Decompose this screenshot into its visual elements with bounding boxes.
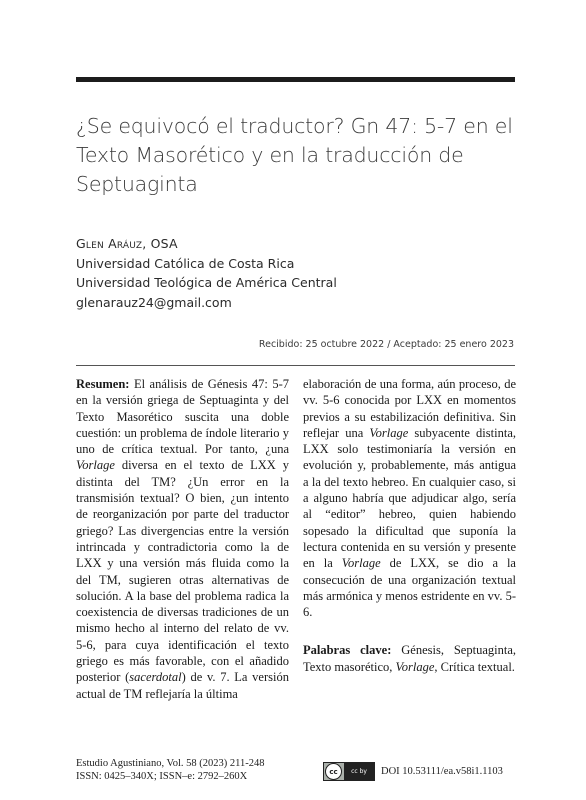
cc-by-label: cc by (344, 763, 374, 780)
author-affiliation-1: Universidad Católica de Costa Rica (76, 255, 295, 271)
abstract-term: Vorlage (76, 458, 115, 473)
abstract-label: Resumen: (76, 377, 130, 391)
divider (76, 365, 515, 366)
abstract-text: diversa en el texto de LXX y distinta del TM? ¿Un error en la transmisión textual? O bien, ¿un intento de reorganización por parte del traductor griego? Las divergencias entre la versión intrincada y contradictoria como la de LXX y una versión más fluida como la del TM, sugieren otras alternativas de solución. A la base del problema radica la coexistencia de diversas tradiciones de un mismo hecho al interno del relato de vv. 5-6, para cuya identificación el texto griego es más favorable, con el añadido posterior ( (76, 458, 289, 685)
keywords-term: Vorlage (395, 659, 435, 674)
received-accepted-dates: Recibido: 25 octubre 2022 / Aceptado: 25 enero 2023 (258, 339, 514, 350)
abstract-text: ) de v. 7. La versión actual de TM reflejaría la última (76, 670, 289, 701)
abstract-continuation (303, 376, 516, 620)
keywords-text: Génesis, Septuaginta, Texto masorético, (303, 643, 516, 674)
author-affiliation-2: Universidad Teológica de América Central (76, 275, 337, 290)
journal-citation: Estudio Agustiniano, Vol. 58 (2023) 211-248 (76, 758, 265, 769)
abstract-term: Vorlage (369, 425, 409, 440)
license-doi (323, 762, 503, 781)
keywords (303, 642, 516, 675)
keywords-label: Palabras clave: (303, 643, 392, 658)
cc-logo-icon: cc (325, 763, 342, 780)
article-title: ¿Se equivocó el traductor? Gn 47: 5-7 en el Texto Masorético y en la traducción de Septuaginta (76, 114, 513, 196)
abstract-text: elaboración de una forma, aún proceso, de vv. 5-6 conocida por LXX en momentos previos a su estabilización definitiva. Sin reflejar una (303, 377, 516, 440)
doi-link[interactable]: DOI 10.53111/ea.v58i1.1103 (381, 766, 503, 777)
abstract-text: subyacente distinta, LXX solo testimoniaría la versión en evolución y, probablemente, más antigua a la del texto hebreo. En cualquier caso, si a alguno habría que adjudicar algo, sería al “editor” hebreo, quien habiendo sopesado la dificultad que suponía la lectura contenida en su versión y presente en la (303, 425, 516, 571)
journal-footer (76, 757, 265, 783)
abstract-term: Vorlage (341, 556, 381, 571)
author-name: Glen Aráuz, OSA (76, 236, 178, 251)
author-email[interactable]: glenarauz24@gmail.com (76, 294, 232, 310)
abstract-text: El análisis de Génesis 47: 5-7 en la versión griega de Septuaginta y del Texto Masorético suscita una doble cuestión: un problema de índole literario y uno de crítica textual. Por tanto, ¿una (76, 377, 289, 457)
abstract-term: sacerdotal (129, 670, 182, 685)
cc-license-icon[interactable] (323, 762, 375, 781)
abstract-text: de LXX, se dio a la consecución de una organización textual más armónica y menos estridente en vv. 5-6. (303, 556, 517, 620)
abstract-column-right (303, 376, 516, 675)
keywords-text: , Crítica textual. (434, 659, 515, 674)
abstract-column-left (76, 376, 289, 702)
author-block (76, 234, 516, 312)
title-rule (76, 77, 515, 82)
journal-issn: ISSN: 0425–340X; ISSN–e: 2792–260X (76, 771, 248, 782)
